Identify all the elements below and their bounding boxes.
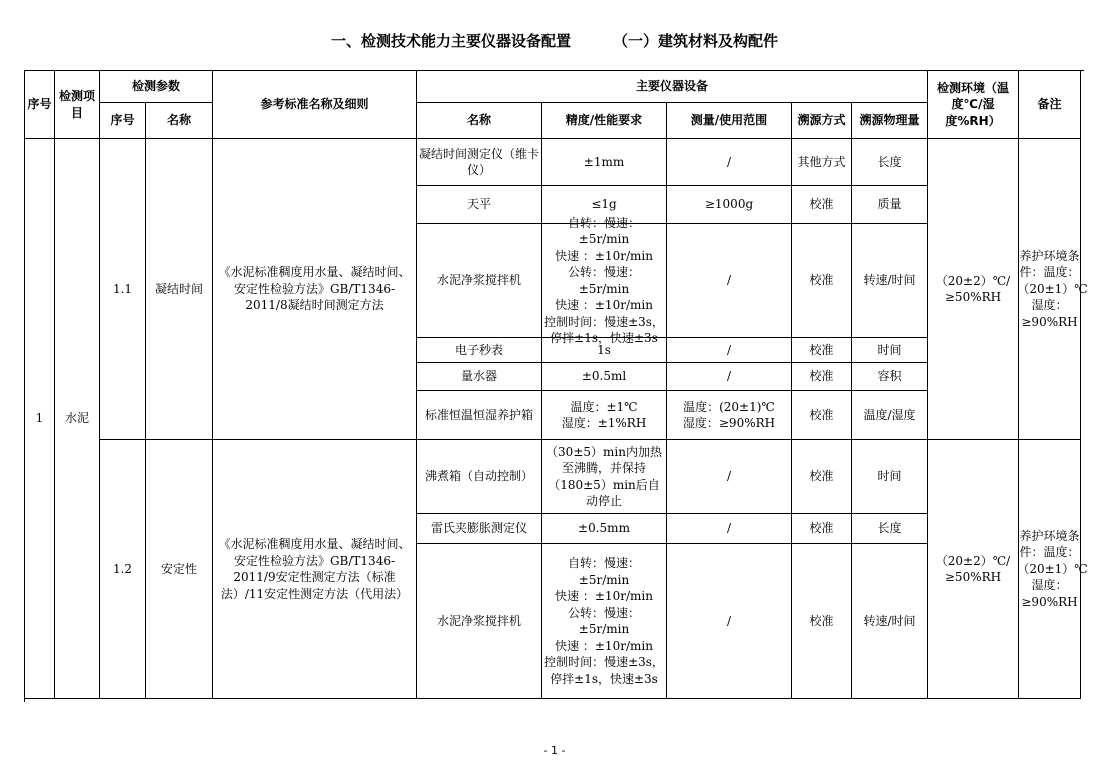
row-seq: 1	[25, 139, 55, 699]
eq-trace-quantity: 长度	[852, 514, 928, 544]
header-trace-method: 溯源方式	[792, 103, 852, 139]
header-equipment-group: 主要仪器设备	[417, 71, 928, 103]
eq-trace-quantity: 时间	[852, 338, 928, 363]
header-item: 检测项目	[55, 71, 100, 139]
header-param-seq: 序号	[100, 103, 146, 139]
eq-range: /	[667, 224, 792, 338]
header-seq: 序号	[25, 71, 55, 139]
param-remark: 养护环境条件：温度：（20±1）℃湿度：≥90%RH	[1019, 440, 1081, 699]
header-standard: 参考标准名称及细则	[213, 71, 417, 139]
eq-name: 沸煮箱（自动控制）	[417, 440, 542, 514]
eq-trace-method: 校准	[792, 544, 852, 699]
eq-name: 天平	[417, 186, 542, 224]
param-remark: 养护环境条件：温度：（20±1）℃湿度：≥90%RH	[1019, 139, 1081, 440]
header-range: 测量/使用范围	[667, 103, 792, 139]
eq-trace-method: 校准	[792, 514, 852, 544]
eq-trace-method: 校准	[792, 391, 852, 440]
eq-name: 电子秒表	[417, 338, 542, 363]
eq-name: 水泥净浆搅拌机	[417, 224, 542, 338]
eq-range: /	[667, 514, 792, 544]
eq-trace-method: 其他方式	[792, 139, 852, 186]
header-precision: 精度/性能要求	[542, 103, 667, 139]
header-param-name: 名称	[146, 103, 213, 139]
header-remark: 备注	[1019, 71, 1081, 139]
header-trace-quantity: 溯源物理量	[852, 103, 928, 139]
param-name: 安定性	[146, 440, 213, 699]
header-environment: 检测环境（温度℃/湿度%RH）	[928, 71, 1019, 139]
eq-trace-method: 校准	[792, 363, 852, 391]
eq-trace-quantity: 转速/时间	[852, 544, 928, 699]
eq-trace-quantity: 容积	[852, 363, 928, 391]
eq-precision: ≤1g	[542, 186, 667, 224]
header-param-group: 检测参数	[100, 71, 213, 103]
eq-name: 标准恒温恒湿养护箱	[417, 391, 542, 440]
eq-precision: ±1mm	[542, 139, 667, 186]
eq-range: 温度：(20±1)℃ 湿度：≥90%RH	[667, 391, 792, 440]
eq-name: 水泥净浆搅拌机	[417, 544, 542, 699]
eq-trace-quantity: 长度	[852, 139, 928, 186]
page-title	[0, 30, 1109, 51]
eq-name: 量水器	[417, 363, 542, 391]
eq-trace-method: 校准	[792, 338, 852, 363]
eq-range: /	[667, 544, 792, 699]
row-item: 水泥	[55, 139, 100, 699]
header-eq-name: 名称	[417, 103, 542, 139]
eq-precision: 自转：慢速：±5r/min 快速 ：±10r/min 公转：慢速：±5r/min 快速 ：±10r/min 控制时间：慢速±3s，停拌±1s，快速±3s	[542, 544, 667, 699]
param-environment: （20±2）℃/≥50%RH	[928, 440, 1019, 699]
title-main: 一、检测技术能力主要仪器设备配置	[330, 32, 571, 50]
param-standard: 《水泥标准稠度用水量、凝结时间、安定性检验方法》GB/T1346-2011/9安定性测定方法（标准法）/11安定性测定方法（代用法）	[213, 440, 417, 699]
param-name: 凝结时间	[146, 139, 213, 440]
eq-precision: ±0.5ml	[542, 363, 667, 391]
equipment-table	[24, 70, 1088, 702]
param-environment: （20±2）℃/≥50%RH	[928, 139, 1019, 440]
eq-range: /	[667, 139, 792, 186]
eq-range: /	[667, 440, 792, 514]
page-number: - 1 -	[543, 744, 566, 757]
eq-precision: 自转：慢速：±5r/min 快速 ：±10r/min 公转：慢速：±5r/min 快速 ：±10r/min 控制时间：慢速±3s，停拌±1s，快速±3s	[542, 224, 667, 338]
eq-trace-method: 校准	[792, 186, 852, 224]
eq-range: ≥1000g	[667, 186, 792, 224]
eq-precision: 1s	[542, 338, 667, 363]
eq-precision: 温度：±1℃ 湿度：±1%RH	[542, 391, 667, 440]
eq-range: /	[667, 338, 792, 363]
eq-trace-quantity: 时间	[852, 440, 928, 514]
eq-trace-quantity: 转速/时间	[852, 224, 928, 338]
eq-name: 凝结时间测定仪（维卡仪）	[417, 139, 542, 186]
eq-name: 雷氏夹膨胀测定仪	[417, 514, 542, 544]
eq-trace-quantity: 温度/湿度	[852, 391, 928, 440]
param-seq: 1.1	[100, 139, 146, 440]
eq-trace-quantity: 质量	[852, 186, 928, 224]
eq-precision: （30±5）min内加热至沸腾，并保持（180±5）min后自动停止	[542, 440, 667, 514]
eq-range: /	[667, 363, 792, 391]
eq-trace-method: 校准	[792, 440, 852, 514]
eq-precision: ±0.5mm	[542, 514, 667, 544]
title-sub: （一）建筑材料及构配件	[613, 32, 779, 50]
eq-trace-method: 校准	[792, 224, 852, 338]
param-standard: 《水泥标准稠度用水量、凝结时间、安定性检验方法》GB/T1346-2011/8凝结时间测定方法	[213, 139, 417, 440]
param-seq: 1.2	[100, 440, 146, 699]
